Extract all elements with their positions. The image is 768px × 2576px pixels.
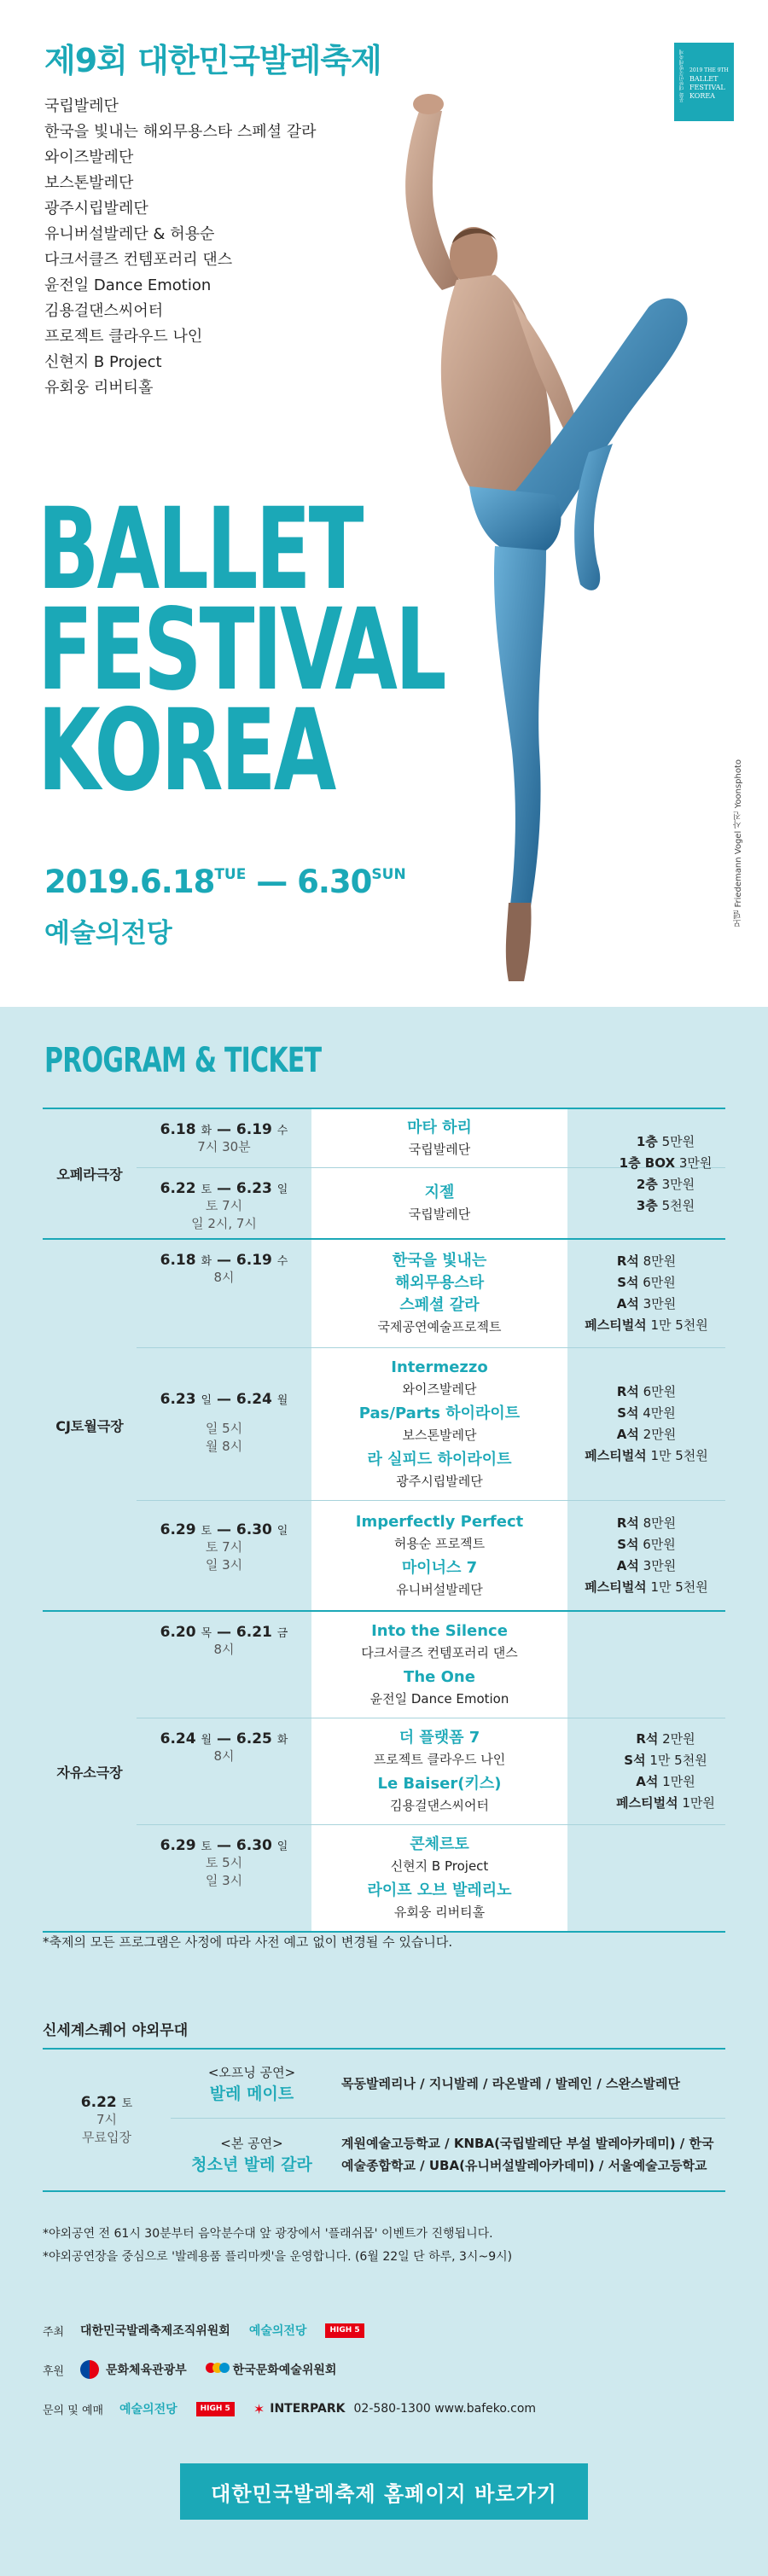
festival-logo-line: 2019 THE 9TH (689, 67, 729, 73)
high5-badge: HIGH 5 (196, 2402, 235, 2416)
company-item: 유니버설발레단 & 허용순 (44, 225, 215, 243)
schedule-row: 6.22 토 — 6.23 일 토 7시 일 2시, 7시 지젤 국립발레단 (137, 1168, 725, 1238)
performance-company: 국립발레단 (408, 1207, 471, 1222)
end-dow: 수 (276, 1125, 288, 1137)
end-dow: 수 (276, 1255, 288, 1268)
company-item: 보스톤발레단 (44, 174, 134, 192)
price-item: S석 1만 5천원 (624, 1753, 707, 1768)
price-item: 페스티벌석 1만원 (616, 1795, 715, 1811)
host-name: 대한민국발레축제조직위원회 (80, 2324, 230, 2338)
sponsor-row (43, 2350, 725, 2389)
interpark-logo: INTERPARK (270, 2402, 346, 2416)
outdoor-note: *야외공연 전 61시 30분부터 음악분수대 앞 광장에서 '플래쉬몹' 이벤트가 진행됩니다. (43, 2227, 493, 2241)
start-dow: 월 (201, 1734, 212, 1747)
high5-badge: HIGH 5 (325, 2323, 364, 2338)
host-label: 주최 (43, 2325, 65, 2339)
company-item: 프로젝트 클라우드 나인 (44, 328, 203, 346)
festival-logo-line: FESTIVAL (689, 84, 725, 91)
price-item: 페스티벌석 1만 5천원 (585, 1579, 708, 1595)
performance-company: 허용순 프로젝트 (393, 1536, 486, 1551)
interpark-star-icon: ✶ (253, 2400, 265, 2417)
contact-info[interactable]: 02-580-1300 www.bafeko.com (353, 2402, 537, 2416)
start-date: 6.23 (160, 1391, 196, 1408)
show-time: 8시 (213, 1270, 235, 1285)
outdoor-date-value: 6.22 (80, 2093, 117, 2111)
price-item: R석 6만원 (616, 1384, 677, 1399)
outdoor-row (171, 2119, 725, 2190)
date-start: 2019.6.18 (44, 864, 215, 900)
company-item: 와이즈발레단 (44, 148, 134, 166)
price-item: S석 4만원 (617, 1405, 676, 1421)
show-time: 일 3시 (205, 1873, 243, 1888)
big-title-line: KOREA (38, 685, 335, 817)
sponsor-label: 후원 (43, 2364, 65, 2378)
arts-council-logo-icon (206, 2363, 226, 2376)
price-item: A석 3만원 (616, 1558, 677, 1573)
outdoor-kind: <본 공연> (220, 2136, 283, 2151)
outdoor-name: 발레 메이트 (209, 2085, 294, 2103)
schedule-row: 6.24 월 — 6.25 화 8시 더 플랫폼 7 프로젝트 클라우드 나인 Le Baiser(키스) 김용걸댄스씨어터 (137, 1718, 725, 1825)
start-date: 6.20 (160, 1624, 196, 1641)
performance-company: 와이즈발레단 (402, 1381, 477, 1397)
big-title (38, 484, 445, 817)
company-item: 김용걸댄스씨어터 (44, 302, 164, 320)
schedule-row: 6.18 화 — 6.19 수 8시 한국을 빛내는 해외무용스타 스페셜 갈라 국제공연예술프로젝트 R석 8만원 S석 6만원 A석 3만원 페스티벌석 1만 5천원 (137, 1240, 725, 1348)
outdoor-performers: 계원예술고등학교 / KNBA(국립발레단 부설 발레아카데미) / 한국예술종합학교 / UBA(유니버설발레아카데미) / 서울예술고등학교 (341, 2136, 714, 2173)
end-dow: 일 (276, 1840, 288, 1853)
price-item: R석 2만원 (636, 1731, 695, 1747)
schedule-row: 6.29 토 — 6.30 일 토 7시 일 3시 Imperfectly Perfect 허용순 프로젝트 마이너스 7 유니버설발레단 R석 8만원 S석 6만원 A석 3만원 페스티벌석 1만 5천원 (137, 1501, 725, 1610)
performance-company: 윤전일 Dance Emotion (369, 1691, 509, 1707)
inquiry-row (43, 2389, 725, 2428)
start-dow: 화 (201, 1255, 212, 1268)
end-date: 6.21 (236, 1624, 272, 1641)
performance-title: Intermezzo (391, 1358, 488, 1376)
festival-logo-line: KOREA (689, 92, 715, 100)
festival-title: 제9회 대한민국발레축제 (44, 42, 381, 79)
inquiry-label: 문의 및 예매 (43, 2404, 104, 2417)
date-start-dow: TUE (214, 866, 247, 883)
schedule-row: 6.29 토 — 6.30 일 토 5시 일 3시 콘체르토 신현지 B Project 라이프 오브 발레리노 유회웅 리버티홀 (137, 1825, 725, 1931)
price-item: A석 1만원 (636, 1774, 695, 1789)
venue-block-cj (43, 1240, 725, 1612)
performance-company: 유회웅 리버티홀 (393, 1904, 486, 1920)
performance-title: 더 플랫폼 7 (399, 1729, 480, 1747)
ticket-table (43, 1108, 725, 1933)
venue-name: 자유소극장 (56, 1764, 123, 1781)
performance-company: 프로젝트 클라우드 나인 (373, 1752, 506, 1767)
end-date: 6.19 (236, 1121, 272, 1138)
price-list (567, 1348, 725, 1500)
performance-company: 유니버설발레단 (396, 1582, 483, 1597)
venue-block-jayu (43, 1612, 725, 1931)
outdoor-row (171, 2050, 725, 2119)
outdoor-stage-heading: 신세계스퀘어 야외무대 (43, 2022, 189, 2039)
outdoor-admission: 무료입장 (82, 2129, 131, 2145)
sponsor-name: 한국문화예술위원회 (232, 2364, 337, 2377)
price-item: A석 3만원 (616, 1296, 677, 1311)
start-dow: 일 (201, 1394, 212, 1407)
photo-credit: 모델 Friedemann Vogel 사진 Yoonsphoto (734, 759, 743, 927)
price-item: 1층 5만원 (636, 1134, 695, 1149)
big-title-line: FESTIVAL (38, 584, 445, 716)
show-time: 일 3시 (205, 1557, 243, 1573)
outdoor-note: *야외공연장을 중심으로 '발레용품 플리마켓'을 운영합니다. (6월 22일 단 하루, 3시~9시) (43, 2250, 513, 2264)
inquiry-venue-logo: 예술의전당 (119, 2403, 177, 2416)
performance-title: 라 실피드 하이라이트 (367, 1451, 512, 1468)
start-dow: 토 (201, 1525, 212, 1538)
company-item: 한국을 빛내는 해외무용스타 스페셜 갈라 (44, 123, 317, 141)
end-date: 6.23 (236, 1180, 272, 1197)
start-date: 6.18 (160, 1252, 196, 1269)
price-list (606, 1612, 725, 1931)
homepage-link-button[interactable]: 대한민국발레축제 홈페이지 바로가기 (180, 2463, 588, 2520)
end-date: 6.24 (236, 1391, 272, 1408)
price-item: 페스티벌석 1만 5천원 (585, 1317, 708, 1333)
price-item: 3층 5천원 (636, 1198, 695, 1213)
show-time: 토 5시 (205, 1855, 243, 1870)
sponsor-name: 문화체육관광부 (106, 2364, 187, 2377)
start-date: 6.24 (160, 1730, 196, 1747)
company-item: 국립발레단 (44, 97, 119, 115)
start-date: 6.29 (160, 1521, 196, 1538)
performance-title: 지젤 (424, 1183, 455, 1201)
performance-title: Into the Silence (371, 1622, 508, 1640)
performance-title: 콘체르토 (410, 1835, 469, 1853)
show-time: 8시 (213, 1748, 235, 1764)
company-item: 윤전일 Dance Emotion (44, 276, 212, 294)
hero-section (0, 0, 768, 1007)
venue-name: 오페라극장 (56, 1166, 123, 1183)
price-list (606, 1109, 725, 1239)
performance-company: 광주시립발레단 (396, 1474, 483, 1489)
outdoor-notes (43, 2223, 512, 2269)
show-time: 일 5시 (205, 1421, 243, 1436)
show-time: 토 7시 (205, 1539, 243, 1555)
festival-logo-line: BALLET (689, 75, 719, 83)
program-change-note: *축제의 모든 프로그램은 사정에 따라 사전 예고 없이 변경될 수 있습니다. (43, 1934, 453, 1950)
price-list (567, 1501, 725, 1610)
schedule-row: 6.23 일 — 6.24 월 일 5시 월 8시 Intermezzo 와이즈발레단 Pas/Parts 하이라이트 보스톤발레단 라 실피드 하이라이트 광주시립발레단 R석 6만원 S석 4만원 A석 2만원 페스티벌석 1만 5천원 (137, 1348, 725, 1501)
date-end-dow: SUN (371, 866, 406, 883)
date-dash: — (256, 864, 288, 900)
end-date: 6.30 (236, 1521, 272, 1538)
start-dow: 목 (201, 1627, 212, 1640)
show-time: 일 2시, 7시 (191, 1216, 257, 1231)
price-list (567, 1240, 725, 1347)
start-dow: 화 (201, 1125, 212, 1137)
end-dow: 일 (276, 1525, 288, 1538)
show-time: 8시 (213, 1642, 235, 1657)
show-time: 7시 30분 (197, 1139, 251, 1154)
performance-company: 다크서클즈 컨템포러리 댄스 (361, 1645, 518, 1660)
show-time: 월 8시 (205, 1439, 243, 1454)
host-row (43, 2311, 725, 2350)
credits (43, 2311, 725, 2428)
start-dow: 토 (201, 1183, 212, 1196)
company-list (44, 94, 316, 401)
schedule-row: 6.20 목 — 6.21 금 8시 Into the Silence 다크서클즈 컨템포러리 댄스 The One 윤전일 Dance Emotion (137, 1612, 725, 1718)
price-item: A석 2만원 (616, 1427, 677, 1442)
outdoor-table (43, 2048, 725, 2192)
end-dow: 일 (276, 1183, 288, 1196)
ministry-emblem-icon (80, 2360, 99, 2379)
company-item: 광주시립발레단 (44, 200, 148, 218)
show-time: 토 7시 (205, 1198, 243, 1213)
performance-title: Imperfectly Perfect (355, 1513, 524, 1531)
price-item: S석 6만원 (617, 1275, 676, 1290)
start-date: 6.22 (160, 1180, 196, 1197)
outdoor-date-dow: 토 (121, 2096, 133, 2110)
end-date: 6.19 (236, 1252, 272, 1269)
date-end: 6.30 (297, 864, 372, 900)
company-item: 다크서클즈 컨템포러리 댄스 (44, 251, 233, 269)
performance-title: 해외무용스타 (394, 1274, 485, 1292)
company-item: 유회웅 리버티홀 (44, 379, 154, 397)
performance-title: Le Baiser(키스) (377, 1775, 502, 1793)
price-item: 페스티벌석 1만 5천원 (585, 1448, 708, 1463)
festival-dates (44, 864, 406, 900)
outdoor-time: 7시 (96, 2111, 118, 2127)
performance-company: 김용걸댄스씨어터 (390, 1798, 489, 1813)
performance-company: 국제공연예술프로젝트 (377, 1319, 502, 1335)
performance-title: 스페셜 갈라 (399, 1296, 480, 1314)
start-dow: 토 (201, 1840, 212, 1853)
performance-title: Pas/Parts 하이라이트 (358, 1404, 521, 1422)
performance-company: 국립발레단 (408, 1142, 471, 1157)
start-date: 6.29 (160, 1837, 196, 1854)
host-venue-logo: 예술의전당 (248, 2324, 307, 2338)
price-item: 2층 3만원 (636, 1177, 695, 1192)
outdoor-kind: <오프닝 공연> (207, 2065, 296, 2080)
price-item: S석 6만원 (617, 1537, 676, 1552)
end-dow: 금 (276, 1627, 288, 1640)
start-date: 6.18 (160, 1121, 196, 1138)
program-heading: PROGRAM & TICKET (44, 1041, 322, 1080)
venue-name: CJ토월극장 (55, 1417, 124, 1434)
price-item: 1층 BOX 3만원 (619, 1155, 713, 1171)
outdoor-name: 청소년 발레 갈라 (191, 2155, 312, 2174)
performance-title: The One (404, 1668, 475, 1686)
end-date: 6.30 (236, 1837, 272, 1854)
outdoor-date (43, 2050, 171, 2190)
company-item: 신현지 B Project (44, 353, 162, 371)
performance-title: 라이프 오브 발레리노 (367, 1881, 512, 1899)
program-section (0, 1007, 768, 2576)
venue-logo: 예술의전당 (44, 918, 172, 949)
end-date: 6.25 (236, 1730, 272, 1747)
big-title-line: BALLET (38, 484, 362, 615)
schedule-row: 6.18 화 — 6.19 수 7시 30분 마타 하리 국립발레단 (137, 1109, 725, 1168)
end-dow: 월 (276, 1394, 288, 1407)
price-item: R석 8만원 (616, 1515, 677, 1531)
performance-company: 보스톤발레단 (402, 1428, 477, 1443)
performance-title: 마이너스 7 (401, 1559, 478, 1577)
outdoor-performers: 목동발레리나 / 지니발레 / 라온발레 / 발레인 / 스완스발레단 (341, 2076, 680, 2091)
performance-title: 한국을 빛내는 (392, 1252, 487, 1270)
performance-company: 신현지 B Project (390, 1858, 489, 1874)
performance-title: 마타 하리 (407, 1119, 472, 1137)
festival-logo-side-text: 문화 대한민국발레축제 (679, 49, 685, 102)
end-dow: 화 (276, 1734, 288, 1747)
price-item: R석 8만원 (616, 1253, 677, 1269)
venue-block-opera (43, 1109, 725, 1240)
